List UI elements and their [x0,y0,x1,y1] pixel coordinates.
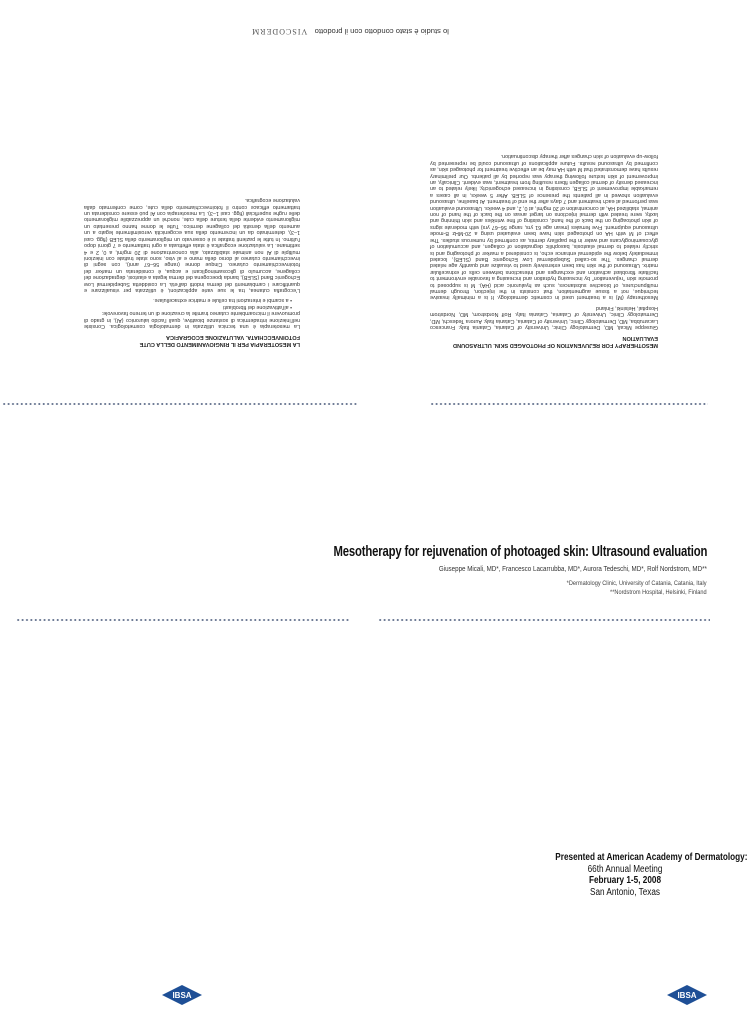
left-panel-body: L'ecografia cutanea, tra le sue varie applicazioni, è utilizzata per visualizzare e quantificare i cambiamenti del derma indotti dall'età. La cosiddetta Subepidermal Low Echogenic Band (SLEB), banda ipoecogena del derma legata a elastosi, degradazione del collagene, accumulo di glicosaminoglicani e acqua, è considerata un marker del fotoinvecchiamento cutaneo. Cinque donne (range 56–67 anni), con segni di invecchiamento cutaneo al dorso della mano e al viso, sono state trattate con iniezioni multiple di AI non animale stabilizzato, alla concentrazione di 20 mg/ml, a 0, 2 e 4 settimane. La valutazione ecografica è stata effettuata a ogni trattamento e 7 giorni dopo l'ultimo. In tutte le pazienti trattate si è osservato un miglioramento della SLEB (figg. casi 1–3), determinato da un incremento della sua ecogenicità verosimilmente legato a un aumento della densità del collagene dermico. Tutte le donne hanno presentato un miglioramento evidente della texture della cute, nonché un apprezzabile miglioramento delle rughe superficiali (figg. casi 1–3). La mesoterapia con AI può essere considerata un trattamento efficace contro il fotoinvecchiamento della cute, come confermato dalla valutazione ecografica. [84,197,300,293]
presentation-venue: Presented at American Academy of Dermatology: [555,852,747,863]
top-note [250,28,450,42]
logo-text: IBSA [677,991,697,1000]
ibsa-logo-right [667,985,707,1005]
presentation-date-text: February 1-5, 2008 [588,875,662,886]
left-panel-intro: La mesoterapia è una tecnica utilizzata in dermatologia cosmetologica. Consiste nell'iniezione intradermica di sostanze bioattive, quali l'acido ialuronico (AI), in grado di promuovere il microambiente cutaneo tramite la creazione di un terreno favorevole: [84,310,300,329]
brand-name: VISCODERM [251,27,308,36]
dotted-separator [430,402,708,406]
cover-title: Mesotherapy for rejuvenation of photoaged skin: Ultrasound evaluation [333,544,707,560]
cover-affiliation-2: **Nordstrom Hospital, Helsinki, Finland [610,589,707,596]
dotted-separator [2,402,357,406]
right-panel-authors: Giuseppe Micali, MD, Dermatology Clinic, University of Catania, Catania Italy. Francesco Lacarrubba, MD, Dermatology Clinic, University of Catania, Catania Italy. Aurora Tedeschi, MD, Dermatology Clinic, University of Catania, Catania Italy. Rolf Nordstrom, MD, Nordstrom Hospital, Helsinki, Finland [430,304,658,330]
left-panel-italian [84,102,300,347]
bullet-text: a scambi e interazioni tra cellule e matrice extracellulare. [153,297,289,304]
right-panel-heading: MESOTHERAPY FOR REJUVENATION OF PHOTOAGED SKIN. ULTRASOUND EVALUATION [452,335,658,348]
presentation-info [540,852,747,902]
dotted-separator [16,618,350,622]
cover-title-block [247,544,707,600]
dotted-separator [378,618,710,622]
presentation-meeting: 66th Annual Meeting [587,863,663,875]
left-panel-heading: LA MESOTERAPIA PER IL RINGIOVANIMENTO DELLA CUTE FOTOINVECCHIATA. VALUTAZIONE ECOGRAFICA [139,334,300,347]
logo-text: IBSA [172,991,192,1000]
presentation-line-1 [555,852,747,864]
left-panel-bullet-1: • all'attivazione dei fibroblasti [223,303,292,310]
ibsa-logo-left [162,985,202,1005]
bullet-text: all'attivazione dei fibroblasti [223,303,289,310]
right-panel-english [430,108,658,348]
presentation-location: San Antonio, Texas [589,886,661,898]
left-panel-bullet-2: • a scambi e interazioni tra cellule e matrice extracellulare. [153,297,292,304]
top-note-text: lo studio è stato condotto con il prodotto [314,27,449,36]
presentation-date [555,875,694,887]
cover-authors: Giuseppe Micali, MD*, Francesco Lacarrubba, MD*, Aurora Tedeschi, MD*, Rolf Nordstrom, MD** [438,564,707,573]
cover-affiliation-1: *Dermatology Clinic, University of Catania, Catania, Italy [567,580,707,587]
right-panel-body: Mesotherapy (M) is a treatment used in cosmetic dermatology. It is a minimally invasive technique, not a tissue augmentation, that consists in the injection, through dermal multipunctures, of bioactive substances, such as hyaluronic acid (HA). M is supposed to promote skin "rejuvenation" by increasing hydration and increasing a favorable environment to facilitate fibroblast activation and exchanges and interactions between cells of extracellular matrix. Ultrasound of the skin has been extensively used to visualize and quantify age related dermal changes. The so-called Subepidermal Low Echogenic Band (SLEB), located immediately below the epidermal entrance echo, is considered a marker of photoaging and is strictly related to dermal elastosis, basophilic degradation of collagen, and accumulation of glycosaminoglycans and water in the papillary dermis, as confirmed by numerous studies. The effect of M with HA on photoaged skin have been evaluated using a 20-MHz B-mode ultrasound equipment. Five females (mean age 61 yrs, range 56–67 yrs) with moderate signs of skin photoaging on the back of the hand, consisting of fine wrinkles and skin thinning and laxity, were treated with dermal injections on target areas on the back of the hand of non animal, stabilized HA, at concentration of 20 mg/ml, at 0, 2, and 4 weeks. Ultrasound evaluation was performed at each treatment and 7 days after the end of treatment. At baseline, ultrasound evaluation showed in all patients the presence of SLEB. After 5 weeks, in all cases a remarkable improvement of SLEB, consisting in increased echogenicity, likely related to an increased density of dermal collagen fibers resulting from treatment, was evident. Clinically, an improvement of skin texture following therapy was reported by all patients. Our preliminary results have demonstrated that M with HA may be an effective treatment for photoaged skin, as confirmed by ultrasound results. Future applications of ultrasound could be represented by follow-up evaluation of skin changes after therapy discontinuation. [430,153,658,301]
